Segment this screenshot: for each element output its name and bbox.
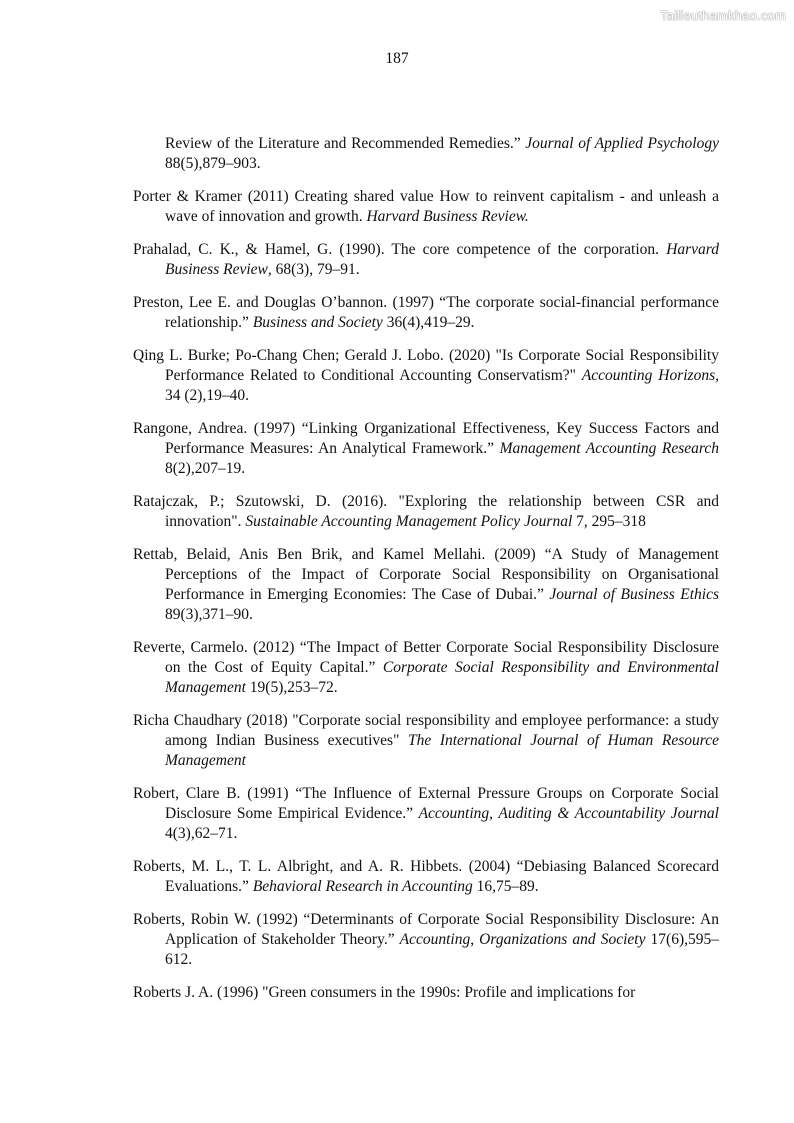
journal-title: Accounting, Organizations and Society bbox=[399, 931, 646, 948]
journal-title: Management Accounting Research bbox=[499, 440, 720, 457]
journal-title: Corporate Social Responsibility and Environmental Management bbox=[165, 659, 719, 696]
reference-list bbox=[133, 134, 719, 1016]
reference-entry: Rangone, Andrea. (1997) “Linking Organizational Effectiveness, Key Success Factors and Performance Measures: An Analytical Framework.” Management Accounting Research 8(2),207–19. bbox=[133, 420, 720, 477]
watermark-text: Tailieuthamkhao.com bbox=[660, 8, 786, 23]
journal-title: Business and Society bbox=[252, 314, 383, 331]
reference-entry: Roberts J. A. (1996) "Green consumers in the 1990s: Profile and implications for bbox=[133, 984, 636, 1001]
reference-entry: Porter & Kramer (2011) Creating shared value How to reinvent capitalism - and unleash a wave of innovation and growth. Harvard Business Review. bbox=[133, 188, 719, 225]
journal-title: Journal of Applied Psychology bbox=[525, 135, 719, 152]
page-number: 187 bbox=[385, 50, 409, 67]
reference-entry: Reverte, Carmelo. (2012) “The Impact of Better Corporate Social Responsibility Disclosure on the Cost of Equity Capital.” Corporate Social Responsibility and Environmental Management 19(5),253–72. bbox=[133, 639, 719, 696]
journal-title: Accounting Horizons, bbox=[581, 367, 719, 384]
reference-entry: Roberts, M. L., T. L. Albright, and A. R. Hibbets. (2004) “Debiasing Balanced Scorecard Evaluations.” Behavioral Research in Accounting 16,75–89. bbox=[133, 858, 719, 895]
reference-entry: Ratajczak, P.; Szutowski, D. (2016). "Exploring the relationship between CSR and innovation". Sustainable Accounting Management Policy Journal 7, 295–318 bbox=[133, 493, 719, 530]
reference-entry: Rettab, Belaid, Anis Ben Brik, and Kamel Mellahi. (2009) “A Study of Management Perceptions of the Impact of Corporate Social Responsibility on Organisational Performance in Emerging Economies: The Case of Dubai.” Journal of Business Ethics 89(3),371–90. bbox=[133, 546, 719, 623]
journal-title: Behavioral Research in Accounting bbox=[252, 878, 473, 895]
reference-entry: Review of the Literature and Recommended Remedies.” Journal of Applied Psychology 88(5),879–903. bbox=[165, 135, 719, 172]
journal-title: Sustainable Accounting Management Policy Journal bbox=[245, 513, 573, 530]
reference-entry: Richa Chaudhary (2018) "Corporate social responsibility and employee performance: a study among Indian Business executives" The International Journal of Human Resource Management bbox=[133, 712, 719, 769]
reference-entry: Robert, Clare B. (1991) “The Influence of External Pressure Groups on Corporate Social Disclosure Some Empirical Evidence.” Accounting, Auditing & Accountability Journal 4(3),62–71. bbox=[133, 785, 719, 842]
reference-entry: Preston, Lee E. and Douglas O’bannon. (1997) “The corporate social-financial performance relationship.” Business and Society 36(4),419–29. bbox=[133, 294, 719, 331]
journal-title: Accounting, Auditing & Accountability Journal bbox=[418, 805, 719, 822]
journal-title: Journal of Business Ethics bbox=[549, 586, 719, 603]
journal-title: The International Journal of Human Resource Management bbox=[165, 732, 719, 769]
reference-entry: Roberts, Robin W. (1992) “Determinants of Corporate Social Responsibility Disclosure: An Application of Stakeholder Theory.” Accounting, Organizations and Society 17(6),595–612. bbox=[133, 911, 719, 968]
journal-title: Harvard Business Review bbox=[165, 241, 719, 278]
reference-entry: Prahalad, C. K., & Hamel, G. (1990). The core competence of the corporation. Harvard Business Review, 68(3), 79–91. bbox=[133, 241, 719, 278]
reference-entry: Qing L. Burke; Po-Chang Chen; Gerald J. Lobo. (2020) "Is Corporate Social Responsibility Performance Related to Conditional Accounting Conservatism?" Accounting Horizons, 34 (2),19–40. bbox=[133, 347, 719, 404]
journal-title: Harvard Business Review. bbox=[366, 208, 529, 225]
